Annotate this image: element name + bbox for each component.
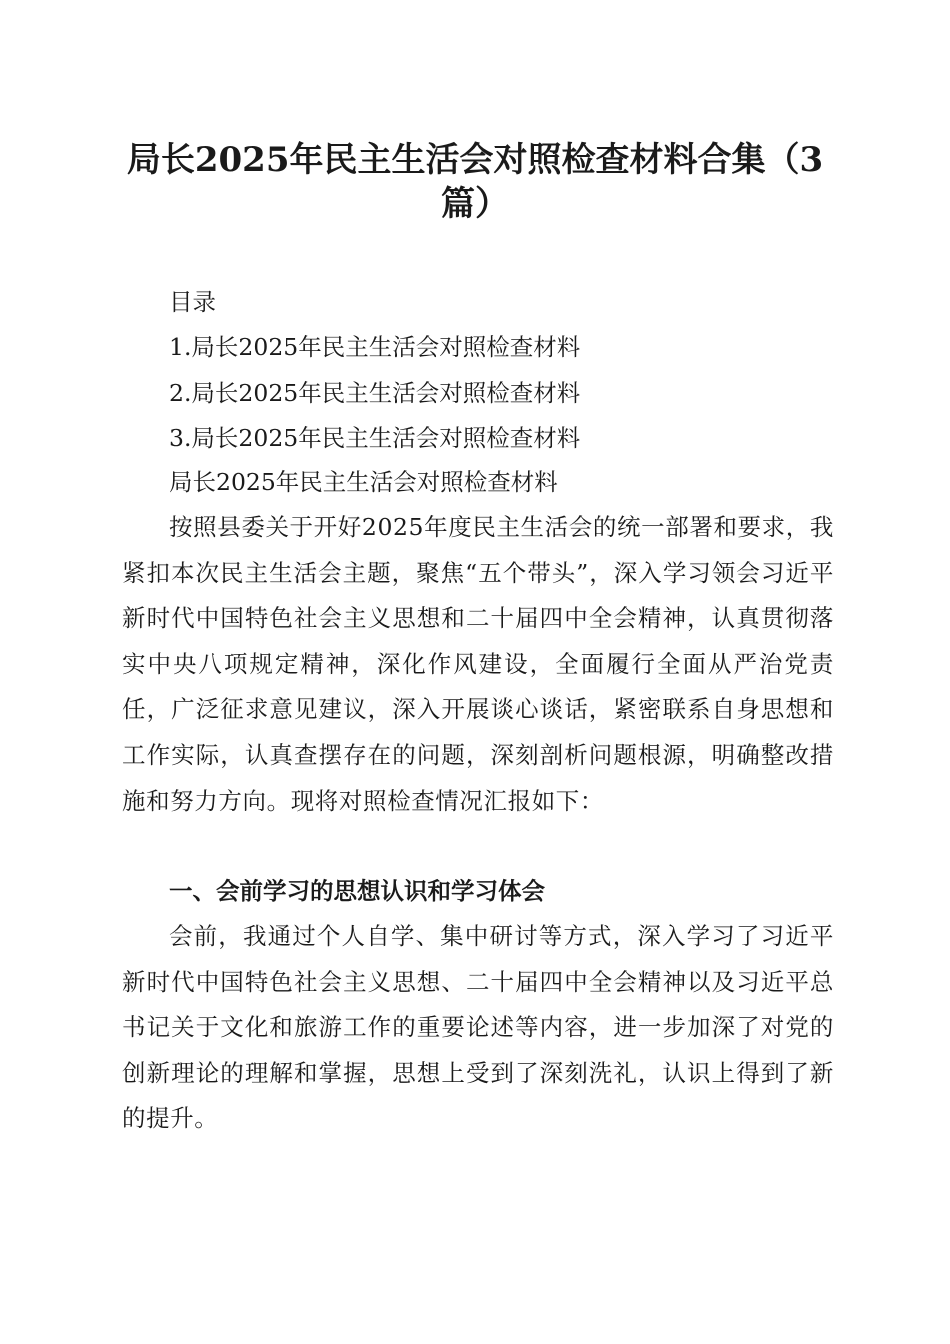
document-title: 局长2025年民主生活会对照检查材料合集（3篇） [126, 140, 824, 224]
intro-paragraph: 按照县委关于开好2025年度民主生活会的统一部署和要求，我紧扣本次民主生活会主题，聚焦“五个带头”，深入学习领会习近平新时代中国特色社会主义思想和二十届四中全会精神，认真贯彻落实中央八项规定精神，深化作风建设，全面履行全面从严治党责任，广泛征求意见建议，深入开展谈心谈话，紧密联系自身思想和工作实际，认真查摆存在的问题，深刻剖析问题根源，明确整改措施和努力方向。现将对照检查情况汇报如下： [122, 513, 834, 815]
section-1-paragraph: 会前，我通过个人自学、集中研讨等方式，深入学习了习近平新时代中国特色社会主义思想、二十届四中全会精神以及习近平总书记关于文化和旅游工作的重要论述等内容，进一步加深了对党的创新理论的理解和掌握，思想上受到了深刻洗礼，认识上得到了新的提升。 [122, 922, 834, 1133]
toc-item-2: 2.局长2025年民主生活会对照检查材料 [169, 379, 581, 407]
toc-item-3: 3.局长2025年民主生活会对照检查材料 [169, 424, 581, 452]
section-1-heading: 一、会前学习的思想认识和学习体会 [169, 877, 545, 905]
article-title: 局长2025年民主生活会对照检查材料 [169, 468, 558, 496]
toc-item-1: 1.局长2025年民主生活会对照检查材料 [169, 333, 581, 361]
toc-heading: 目录 [169, 288, 216, 316]
